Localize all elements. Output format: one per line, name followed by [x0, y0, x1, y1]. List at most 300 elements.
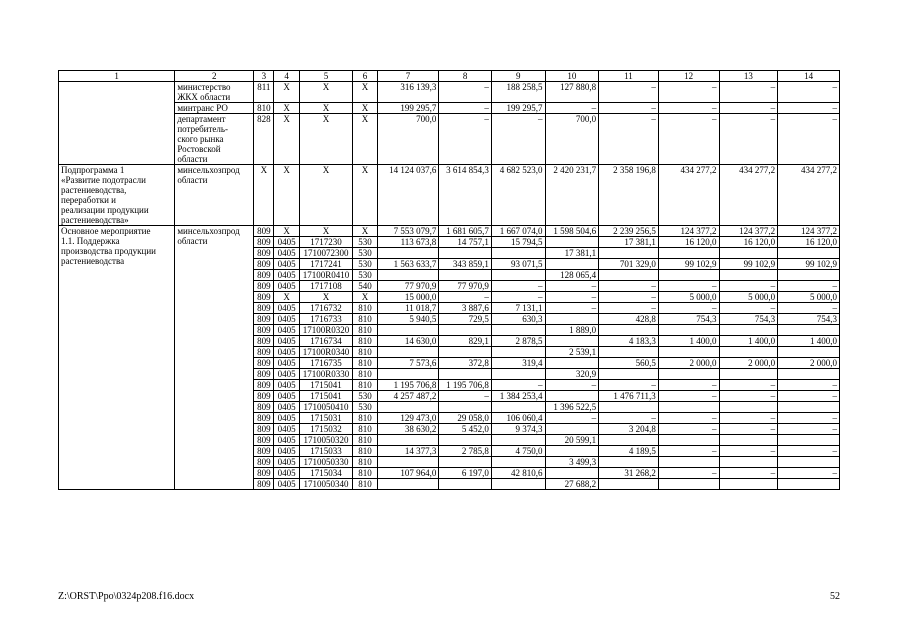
- text-line: реализации продукции: [61, 205, 149, 215]
- year-2016-cell: 128 065,4: [545, 270, 599, 281]
- admin-code-cell: 809: [254, 248, 274, 259]
- target-article-cell: 1717230: [299, 237, 353, 248]
- year-2017-cell: 560,5: [599, 358, 659, 369]
- year-2015-cell: 630,3: [491, 314, 545, 325]
- expense-type-cell: X: [353, 226, 377, 237]
- year-2015-cell: 188 258,5: [491, 82, 545, 103]
- year-2018-cell: –: [658, 114, 719, 165]
- year-2017-cell: 3 204,8: [599, 424, 659, 435]
- column-header: 2: [175, 71, 254, 82]
- year-2018-cell: 754,3: [658, 314, 719, 325]
- column-header: 12: [658, 71, 719, 82]
- column-header: 13: [719, 71, 778, 82]
- total-cell: [377, 369, 439, 380]
- year-2019-cell: 5 000,0: [719, 292, 778, 303]
- year-2017-cell: [599, 457, 659, 468]
- section-code-cell: 0405: [274, 347, 299, 358]
- admin-code-cell: 809: [254, 292, 274, 303]
- year-2019-cell: [719, 325, 778, 336]
- year-2014-cell: [439, 325, 492, 336]
- text-line: минтранс РО: [177, 103, 228, 113]
- year-2019-cell: 124 377,2: [719, 226, 778, 237]
- year-2016-cell: [545, 424, 599, 435]
- section-code-cell: 0405: [274, 314, 299, 325]
- total-cell: 4 257 487,2: [377, 391, 439, 402]
- section-code-cell: X: [274, 103, 299, 114]
- year-2020-cell: –: [778, 103, 840, 114]
- text-line: растениеводства: [61, 256, 125, 266]
- executor-cell: [175, 165, 254, 226]
- year-2018-cell: –: [658, 380, 719, 391]
- footer-file-path: Z:\ORST\Ppo\0324p208.f16.docx: [58, 591, 195, 602]
- target-article-cell: 1715034: [299, 468, 353, 479]
- expense-type-cell: 530: [353, 259, 377, 270]
- year-2018-cell: 2 000,0: [658, 358, 719, 369]
- year-2020-cell: –: [778, 380, 840, 391]
- admin-code-cell: 809: [254, 237, 274, 248]
- text-line: ЖКХ области: [177, 92, 231, 102]
- year-2015-cell: [491, 248, 545, 259]
- year-2014-cell: [439, 347, 492, 358]
- target-article-cell: 1710050340: [299, 479, 353, 490]
- year-2015-cell: 1 384 253,4: [491, 391, 545, 402]
- admin-code-cell: 809: [254, 435, 274, 446]
- year-2016-cell: 127 880,8: [545, 82, 599, 103]
- program-name-cell: [59, 226, 175, 490]
- year-2019-cell: –: [719, 103, 778, 114]
- year-2016-cell: 2 539,1: [545, 347, 599, 358]
- expense-type-cell: 810: [353, 325, 377, 336]
- target-article-cell: 1710050320: [299, 435, 353, 446]
- expense-type-cell: 530: [353, 391, 377, 402]
- year-2014-cell: –: [439, 103, 492, 114]
- section-code-cell: 0405: [274, 380, 299, 391]
- year-2019-cell: 754,3: [719, 314, 778, 325]
- year-2018-cell: –: [658, 281, 719, 292]
- text-line: минсельхозпрод: [177, 165, 240, 175]
- year-2017-cell: [599, 270, 659, 281]
- total-cell: [377, 270, 439, 281]
- year-2019-cell: –: [719, 391, 778, 402]
- year-2014-cell: –: [439, 114, 492, 165]
- year-2019-cell: –: [719, 413, 778, 424]
- year-2017-cell: –: [599, 380, 659, 391]
- admin-code-cell: 809: [254, 325, 274, 336]
- table-row: [59, 226, 840, 237]
- total-cell: 107 964,0: [377, 468, 439, 479]
- year-2015-cell: [491, 369, 545, 380]
- target-article-cell: 1715033: [299, 446, 353, 457]
- admin-code-cell: 809: [254, 358, 274, 369]
- year-2015-cell: 9 374,3: [491, 424, 545, 435]
- total-cell: 700,0: [377, 114, 439, 165]
- admin-code-cell: 809: [254, 446, 274, 457]
- year-2018-cell: [658, 325, 719, 336]
- executor-cell: [175, 226, 254, 490]
- year-2020-cell: 99 102,9: [778, 259, 840, 270]
- text-line: министерство: [177, 82, 231, 92]
- year-2018-cell: [658, 248, 719, 259]
- target-article-cell: 1716734: [299, 336, 353, 347]
- section-code-cell: 0405: [274, 435, 299, 446]
- year-2020-cell: 16 120,0: [778, 237, 840, 248]
- total-cell: 14 377,3: [377, 446, 439, 457]
- target-article-cell: 17100R0340: [299, 347, 353, 358]
- text-line: минсельхозпрод: [177, 226, 240, 236]
- year-2016-cell: [545, 237, 599, 248]
- year-2020-cell: –: [778, 391, 840, 402]
- footer-page-number: 52: [830, 591, 840, 602]
- year-2019-cell: 99 102,9: [719, 259, 778, 270]
- column-header: 1: [59, 71, 175, 82]
- year-2015-cell: 4 682 523,0: [491, 165, 545, 226]
- year-2020-cell: –: [778, 281, 840, 292]
- admin-code-cell: 809: [254, 479, 274, 490]
- year-2015-cell: [491, 435, 545, 446]
- year-2019-cell: –: [719, 303, 778, 314]
- year-2014-cell: 829,1: [439, 336, 492, 347]
- text-line: «Развитие подотрасли: [61, 175, 146, 185]
- column-header: 3: [254, 71, 274, 82]
- section-code-cell: 0405: [274, 270, 299, 281]
- year-2014-cell: –: [439, 292, 492, 303]
- column-header: 10: [545, 71, 599, 82]
- year-2015-cell: [491, 402, 545, 413]
- year-2019-cell: [719, 457, 778, 468]
- total-cell: 316 139,3: [377, 82, 439, 103]
- target-article-cell: 17100R0410: [299, 270, 353, 281]
- year-2015-cell: –: [491, 380, 545, 391]
- year-2015-cell: [491, 457, 545, 468]
- year-2018-cell: –: [658, 446, 719, 457]
- year-2020-cell: [778, 435, 840, 446]
- year-2017-cell: 4 183,3: [599, 336, 659, 347]
- column-header: 14: [778, 71, 840, 82]
- total-cell: 11 018,7: [377, 303, 439, 314]
- year-2014-cell: [439, 369, 492, 380]
- expense-type-cell: 810: [353, 435, 377, 446]
- year-2015-cell: 4 750,0: [491, 446, 545, 457]
- target-article-cell: X: [299, 82, 353, 103]
- year-2015-cell: –: [491, 114, 545, 165]
- year-2017-cell: –: [599, 413, 659, 424]
- admin-code-cell: 809: [254, 226, 274, 237]
- section-code-cell: 0405: [274, 325, 299, 336]
- year-2015-cell: 1 667 074,0: [491, 226, 545, 237]
- section-code-cell: 0405: [274, 259, 299, 270]
- year-2016-cell: [545, 358, 599, 369]
- year-2014-cell: [439, 248, 492, 259]
- year-2017-cell: 31 268,2: [599, 468, 659, 479]
- year-2016-cell: –: [545, 103, 599, 114]
- admin-code-cell: 809: [254, 391, 274, 402]
- target-article-cell: 1717108: [299, 281, 353, 292]
- year-2020-cell: [778, 402, 840, 413]
- year-2014-cell: 3 887,6: [439, 303, 492, 314]
- admin-code-cell: 809: [254, 314, 274, 325]
- expense-type-cell: 810: [353, 380, 377, 391]
- target-article-cell: 1716735: [299, 358, 353, 369]
- year-2015-cell: [491, 347, 545, 358]
- target-article-cell: 1710050410: [299, 402, 353, 413]
- year-2019-cell: –: [719, 446, 778, 457]
- year-2016-cell: 1 598 504,6: [545, 226, 599, 237]
- target-article-cell: X: [299, 103, 353, 114]
- target-article-cell: X: [299, 114, 353, 165]
- text-line: Основное мероприятие: [61, 226, 151, 236]
- year-2014-cell: 1 681 605,7: [439, 226, 492, 237]
- year-2014-cell: [439, 402, 492, 413]
- total-cell: 7 573,6: [377, 358, 439, 369]
- year-2017-cell: 2 239 256,5: [599, 226, 659, 237]
- year-2018-cell: 1 400,0: [658, 336, 719, 347]
- year-2018-cell: –: [658, 82, 719, 103]
- year-2014-cell: 729,5: [439, 314, 492, 325]
- year-2014-cell: –: [439, 82, 492, 103]
- total-cell: [377, 435, 439, 446]
- year-2014-cell: 2 785,8: [439, 446, 492, 457]
- section-code-cell: X: [274, 226, 299, 237]
- admin-code-cell: 809: [254, 402, 274, 413]
- year-2014-cell: [439, 435, 492, 446]
- section-code-cell: 0405: [274, 369, 299, 380]
- year-2017-cell: 1 476 711,3: [599, 391, 659, 402]
- text-line: потребитель-: [177, 124, 228, 134]
- text-line: Подпрограмма 1: [61, 165, 125, 175]
- year-2020-cell: –: [778, 114, 840, 165]
- year-2015-cell: –: [491, 292, 545, 303]
- year-2015-cell: 7 131,1: [491, 303, 545, 314]
- year-2018-cell: [658, 402, 719, 413]
- year-2020-cell: 5 000,0: [778, 292, 840, 303]
- year-2019-cell: [719, 435, 778, 446]
- expense-type-cell: X: [353, 165, 377, 226]
- year-2019-cell: [719, 479, 778, 490]
- text-line: 1.1. Поддержка: [61, 236, 120, 246]
- year-2014-cell: 372,8: [439, 358, 492, 369]
- column-header: 5: [299, 71, 353, 82]
- year-2020-cell: –: [778, 82, 840, 103]
- year-2015-cell: 15 794,5: [491, 237, 545, 248]
- target-article-cell: X: [299, 292, 353, 303]
- year-2018-cell: –: [658, 468, 719, 479]
- budget-table: [58, 70, 840, 490]
- table-row: [59, 165, 840, 226]
- year-2020-cell: 1 400,0: [778, 336, 840, 347]
- admin-code-cell: 809: [254, 270, 274, 281]
- admin-code-cell: 809: [254, 413, 274, 424]
- program-name-cell: [59, 82, 175, 165]
- year-2015-cell: 93 071,5: [491, 259, 545, 270]
- table-row: [59, 103, 840, 114]
- year-2017-cell: [599, 325, 659, 336]
- target-article-cell: 1715031: [299, 413, 353, 424]
- year-2017-cell: 701 329,0: [599, 259, 659, 270]
- expense-type-cell: X: [353, 82, 377, 103]
- year-2015-cell: 199 295,7: [491, 103, 545, 114]
- year-2016-cell: –: [545, 292, 599, 303]
- section-code-cell: X: [274, 114, 299, 165]
- target-article-cell: 1710050330: [299, 457, 353, 468]
- year-2016-cell: 1 889,0: [545, 325, 599, 336]
- budget-table-body: [59, 71, 840, 490]
- expense-type-cell: 810: [353, 303, 377, 314]
- text-line: департамент: [177, 114, 226, 124]
- year-2019-cell: [719, 347, 778, 358]
- section-code-cell: 0405: [274, 248, 299, 259]
- year-2018-cell: –: [658, 103, 719, 114]
- year-2016-cell: –: [545, 281, 599, 292]
- total-cell: 38 630,2: [377, 424, 439, 435]
- year-2019-cell: 2 000,0: [719, 358, 778, 369]
- year-2020-cell: [778, 457, 840, 468]
- section-code-cell: 0405: [274, 303, 299, 314]
- section-code-cell: 0405: [274, 424, 299, 435]
- year-2016-cell: [545, 446, 599, 457]
- expense-type-cell: 810: [353, 457, 377, 468]
- year-2018-cell: [658, 347, 719, 358]
- text-line: переработки и: [61, 195, 116, 205]
- expense-type-cell: X: [353, 292, 377, 303]
- year-2017-cell: [599, 369, 659, 380]
- total-cell: 15 000,0: [377, 292, 439, 303]
- total-cell: 199 295,7: [377, 103, 439, 114]
- year-2020-cell: [778, 479, 840, 490]
- target-article-cell: 1716733: [299, 314, 353, 325]
- admin-code-cell: 809: [254, 369, 274, 380]
- year-2016-cell: –: [545, 380, 599, 391]
- year-2017-cell: 4 189,5: [599, 446, 659, 457]
- total-cell: 14 630,0: [377, 336, 439, 347]
- total-cell: [377, 402, 439, 413]
- expense-type-cell: 810: [353, 314, 377, 325]
- expense-type-cell: 810: [353, 413, 377, 424]
- year-2015-cell: 42 810,6: [491, 468, 545, 479]
- year-2018-cell: –: [658, 413, 719, 424]
- year-2015-cell: [491, 325, 545, 336]
- column-header: 11: [599, 71, 659, 82]
- year-2020-cell: –: [778, 413, 840, 424]
- year-2018-cell: 434 277,2: [658, 165, 719, 226]
- expense-type-cell: 810: [353, 358, 377, 369]
- target-article-cell: 1717241: [299, 259, 353, 270]
- year-2020-cell: –: [778, 468, 840, 479]
- year-2014-cell: [439, 270, 492, 281]
- total-cell: [377, 347, 439, 358]
- expense-type-cell: 530: [353, 270, 377, 281]
- year-2014-cell: [439, 457, 492, 468]
- year-2020-cell: 2 000,0: [778, 358, 840, 369]
- target-article-cell: 1715032: [299, 424, 353, 435]
- expense-type-cell: 810: [353, 347, 377, 358]
- year-2018-cell: 16 120,0: [658, 237, 719, 248]
- expense-type-cell: X: [353, 103, 377, 114]
- year-2019-cell: [719, 270, 778, 281]
- year-2018-cell: [658, 435, 719, 446]
- text-line: ского рынка: [177, 134, 224, 144]
- year-2015-cell: 2 878,5: [491, 336, 545, 347]
- year-2018-cell: 99 102,9: [658, 259, 719, 270]
- year-2019-cell: 434 277,2: [719, 165, 778, 226]
- year-2019-cell: [719, 369, 778, 380]
- year-2020-cell: [778, 270, 840, 281]
- text-line: производства продукции: [61, 246, 156, 256]
- year-2019-cell: –: [719, 114, 778, 165]
- target-article-cell: 17100R0320: [299, 325, 353, 336]
- admin-code-cell: 809: [254, 259, 274, 270]
- year-2020-cell: [778, 248, 840, 259]
- total-cell: 129 473,0: [377, 413, 439, 424]
- admin-code-cell: 809: [254, 380, 274, 391]
- year-2020-cell: –: [778, 424, 840, 435]
- year-2016-cell: 17 381,1: [545, 248, 599, 259]
- year-2014-cell: [439, 479, 492, 490]
- section-code-cell: 0405: [274, 468, 299, 479]
- year-2018-cell: [658, 270, 719, 281]
- year-2014-cell: 29 058,0: [439, 413, 492, 424]
- year-2017-cell: [599, 347, 659, 358]
- year-2016-cell: –: [545, 303, 599, 314]
- target-article-cell: X: [299, 226, 353, 237]
- column-header: 8: [439, 71, 492, 82]
- executor-cell: [175, 103, 254, 114]
- executor-cell: [175, 82, 254, 103]
- program-name-cell: [59, 165, 175, 226]
- year-2016-cell: [545, 259, 599, 270]
- year-2017-cell: –: [599, 292, 659, 303]
- year-2019-cell: 16 120,0: [719, 237, 778, 248]
- year-2018-cell: 5 000,0: [658, 292, 719, 303]
- year-2016-cell: 2 420 231,7: [545, 165, 599, 226]
- year-2018-cell: –: [658, 391, 719, 402]
- section-code-cell: X: [274, 82, 299, 103]
- year-2016-cell: [545, 336, 599, 347]
- expense-type-cell: X: [353, 114, 377, 165]
- year-2015-cell: 106 060,4: [491, 413, 545, 424]
- text-line: растениеводства,: [61, 185, 127, 195]
- total-cell: 77 970,9: [377, 281, 439, 292]
- year-2014-cell: 77 970,9: [439, 281, 492, 292]
- year-2019-cell: –: [719, 82, 778, 103]
- year-2017-cell: [599, 402, 659, 413]
- year-2017-cell: –: [599, 114, 659, 165]
- year-2017-cell: 17 381,1: [599, 237, 659, 248]
- year-2018-cell: –: [658, 303, 719, 314]
- total-cell: [377, 325, 439, 336]
- year-2019-cell: 1 400,0: [719, 336, 778, 347]
- column-header: 9: [491, 71, 545, 82]
- text-line: области: [177, 236, 208, 246]
- column-header: 6: [353, 71, 377, 82]
- text-line: Ростовской: [177, 144, 221, 154]
- year-2016-cell: 20 599,1: [545, 435, 599, 446]
- year-2014-cell: 3 614 854,3: [439, 165, 492, 226]
- column-header: 7: [377, 71, 439, 82]
- expense-type-cell: 810: [353, 424, 377, 435]
- section-code-cell: X: [274, 165, 299, 226]
- admin-code-cell: 811: [254, 82, 274, 103]
- year-2016-cell: 27 688,2: [545, 479, 599, 490]
- total-cell: 5 940,5: [377, 314, 439, 325]
- section-code-cell: 0405: [274, 479, 299, 490]
- total-cell: 7 553 079,7: [377, 226, 439, 237]
- year-2017-cell: [599, 435, 659, 446]
- section-code-cell: 0405: [274, 446, 299, 457]
- section-code-cell: 0405: [274, 336, 299, 347]
- total-cell: 14 124 037,6: [377, 165, 439, 226]
- text-line: области: [177, 154, 208, 164]
- year-2016-cell: [545, 468, 599, 479]
